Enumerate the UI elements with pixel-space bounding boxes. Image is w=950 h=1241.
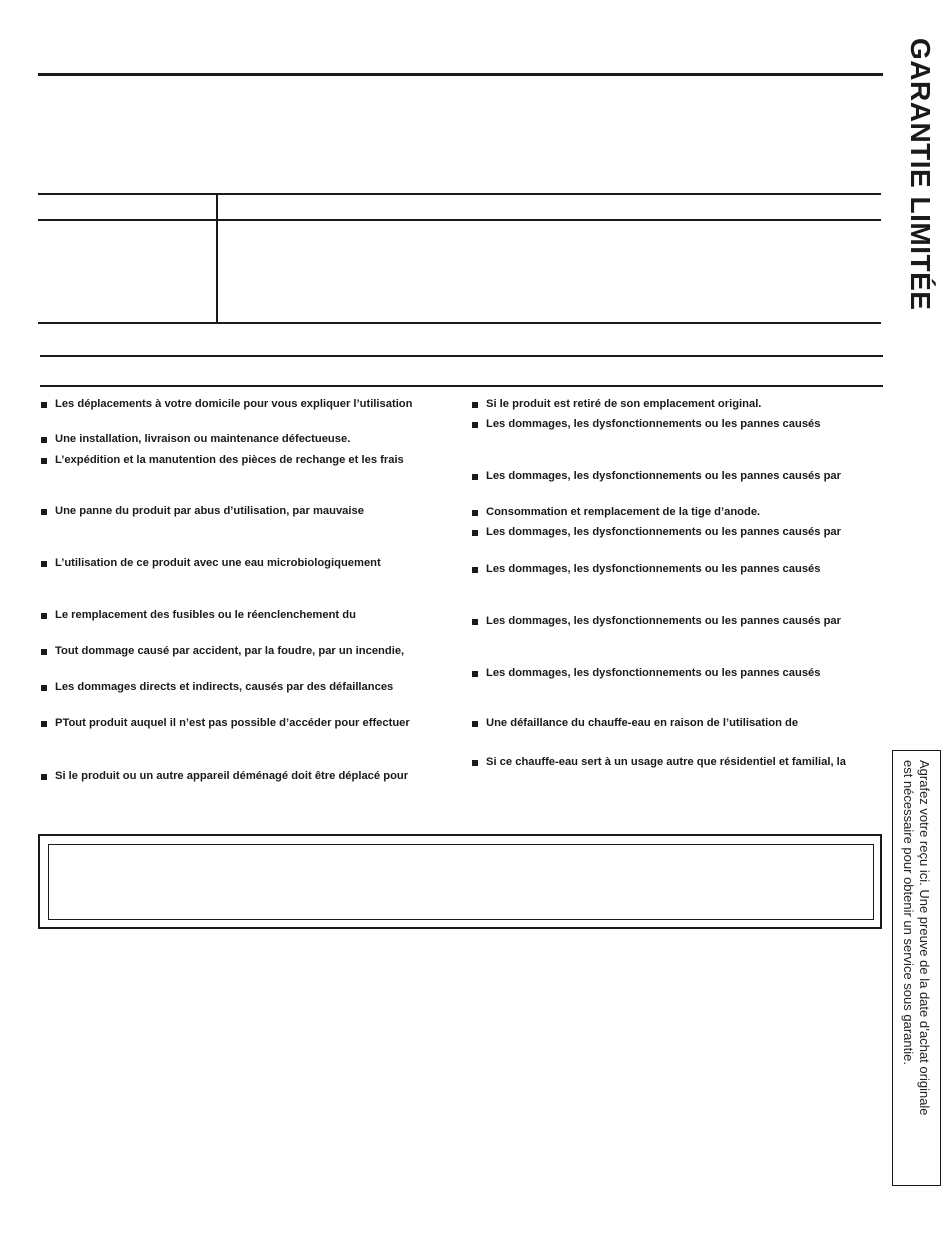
bullet-icon [41, 402, 47, 408]
list-item: Les dommages, les dysfonctionnements ou les pannes causés [486, 667, 821, 679]
list-item: Une installation, livraison ou maintenance défectueuse. [55, 433, 351, 445]
section-rule-2 [40, 385, 883, 387]
list-item: L’utilisation de ce produit avec une eau microbiologiquement [55, 557, 381, 569]
list-item: Les déplacements à votre domicile pour vous expliquer l’utilisation [55, 398, 413, 410]
bullet-icon [472, 422, 478, 428]
receipt-note-line-1: Agrafez votre reçu ici. Une preuve de la date d’achat originale [917, 760, 932, 1116]
list-item: Les dommages, les dysfonctionnements ou les pannes causés par [486, 526, 842, 538]
bullet-icon [41, 721, 47, 727]
receipt-note-line-2: est nécessaire pour obtenir un service sous garantie. [901, 760, 916, 1065]
list-item: Les dommages, les dysfonctionnements ou les pannes causés par [486, 470, 842, 482]
list-item: Les dommages, les dysfonctionnements ou les pannes causés par [486, 615, 842, 627]
table-column-divider [216, 193, 218, 323]
list-item: Les dommages, les dysfonctionnements ou les pannes causés [486, 418, 821, 430]
bullet-icon [41, 613, 47, 619]
top-rule [38, 73, 883, 76]
list-item: Une panne du produit par abus d’utilisation, par mauvaise [55, 505, 364, 517]
bullet-icon [41, 774, 47, 780]
list-item: L’expédition et la manutention des pièces de rechange et les frais [55, 454, 404, 466]
receipt-note [900, 760, 932, 1116]
bullet-icon [41, 458, 47, 464]
list-item: Si ce chauffe-eau sert à un usage autre que résidentiel et familial, la [486, 756, 846, 768]
bullet-icon [472, 510, 478, 516]
list-item: Une défaillance du chauffe-eau en raison de l’utilisation de [486, 717, 799, 729]
list-item: Si le produit ou un autre appareil déménagé doit être déplacé pour [55, 770, 409, 782]
bullet-icon [472, 402, 478, 408]
table-bottom-rule [38, 322, 881, 324]
bullet-icon [472, 530, 478, 536]
list-item: PTout produit auquel il n’est pas possible d’accéder pour effectuer [55, 717, 410, 729]
bullet-icon [472, 567, 478, 573]
list-item: Consommation et remplacement de la tige d’anode. [486, 506, 761, 518]
bullet-icon [41, 649, 47, 655]
notice-box-inner [48, 844, 874, 920]
bullet-icon [472, 671, 478, 677]
list-item: Les dommages, les dysfonctionnements ou les pannes causés [486, 563, 821, 575]
bullet-icon [472, 721, 478, 727]
bullet-icon [472, 619, 478, 625]
bullet-icon [41, 561, 47, 567]
page-side-title: GARANTIE LIMITÉE [905, 38, 936, 311]
bullet-icon [472, 760, 478, 766]
bullet-icon [41, 685, 47, 691]
bullet-icon [41, 437, 47, 443]
list-item: Tout dommage causé par accident, par la foudre, par un incendie, [55, 645, 405, 657]
list-item: Le remplacement des fusibles ou le réenclenchement du [55, 609, 356, 621]
list-item: Si le produit est retiré de son emplacement original. [486, 398, 762, 410]
list-item: Les dommages directs et indirects, causés par des défaillances [55, 681, 394, 693]
bullet-icon [41, 509, 47, 515]
table-top-rule [38, 193, 881, 195]
section-rule-1 [40, 355, 883, 357]
bullet-icon [472, 474, 478, 480]
table-header-rule [38, 219, 881, 221]
